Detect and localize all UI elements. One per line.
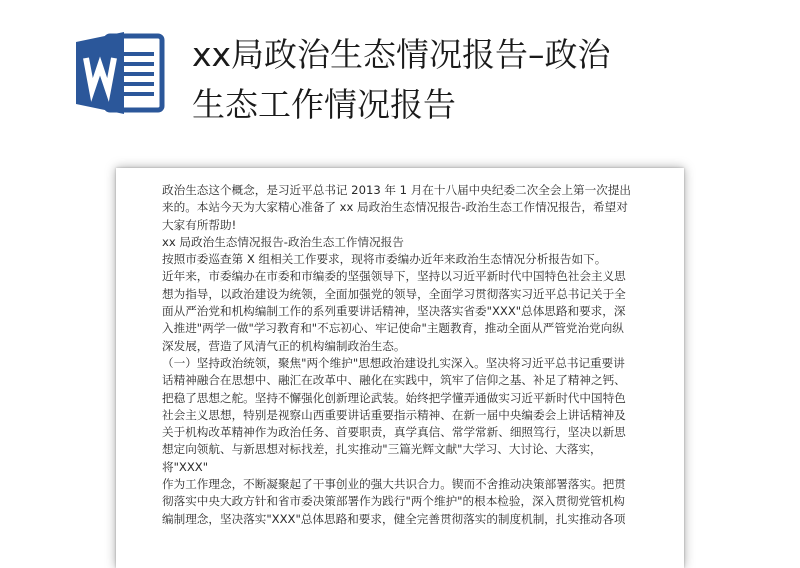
text-line: 彻落实中央大政方针和省市委决策部署作为践行"两个维护"的根本检验，深入贯彻党管机构 <box>162 494 625 509</box>
text-line: 想为指导，以政治建设为统领，全面加强党的领导，全面学习贯彻落实习近平总书记关于全 <box>162 286 626 301</box>
document-title-line: xx局政治生态情况报告–政治 <box>192 35 611 74</box>
text-line: （一）坚持政治统领，聚焦"两个维护"思想政治建设扎实深入。坚决将习近平总书记重要讲 <box>162 355 625 370</box>
text-line: 深发展，营造了风清气正的机构编制政治生态。 <box>162 338 406 353</box>
text-line: xx 局政治生态情况报告-政治生态工作情况报告 <box>162 234 404 249</box>
text-line: 来的。本站今天为大家精心准备了 xx 局政治生态情况报告-政治生态工作情况报告，希望对 <box>162 200 628 215</box>
text-line: 大家有所帮助! <box>162 217 237 232</box>
text-line: 入推进"两学一做"学习教育和"不忘初心、牢记使命"主题教育，推动全面从严管党治党向纵 <box>162 321 624 336</box>
text-line: 按照市委巡查第 X 组相关工作要求，现将市委编办近年来政治生态情况分析报告如下。 <box>162 252 607 267</box>
text-line: 关于机构改革精神作为政治任务、首要职责，真学真信、常学常新、细照笃行，坚决以新思 <box>162 425 626 440</box>
text-line: 近年来，市委编办在市委和市编委的坚强领导下，坚持以习近平新时代中国特色社会主义思 <box>162 269 626 284</box>
text-line: 想定向领航、与新思想对标找差，扎实推动"三篇光辉文献"大学习、大讨论、大落实，将"XXX" <box>162 442 602 474</box>
text-line: 把稳了思想之舵。坚持不懈强化创新理论武装。始终把学懂弄通做实习近平新时代中国特色 <box>162 390 626 405</box>
document-page <box>116 168 684 568</box>
word-document-icon <box>74 30 166 116</box>
text-line: 政治生态这个概念，是习近平总书记 2013 年 1 月在十八届中央纪委二次全会上第一次提出 <box>162 183 632 197</box>
text-line: 作为工作理念，不断凝聚起了干事创业的强大共识合力。锲而不舍推动决策部署落实。把贯 <box>162 477 626 492</box>
text-line: 话精神融合在思想中、融汇在改革中、融化在实践中，筑牢了信仰之基、补足了精神之钙、 <box>162 373 626 388</box>
text-line: 社会主义思想，特别是视察山西重要讲话重要指示精神、在新一届中央编委会上讲话精神及 <box>162 407 626 422</box>
text-line: 编制理念，坚决落实"XXX"总体思路和要求，健全完善贯彻落实的制度机制，扎实推动各项 <box>162 511 626 526</box>
document-title <box>192 30 772 130</box>
document-body <box>162 182 640 528</box>
document-title-line: 生态工作情况报告 <box>192 85 456 124</box>
text-line: 面从严治党和机构编制工作的系列重要讲话精神，坚决落实省委"XXX"总体思路和要求，深 <box>162 304 626 319</box>
